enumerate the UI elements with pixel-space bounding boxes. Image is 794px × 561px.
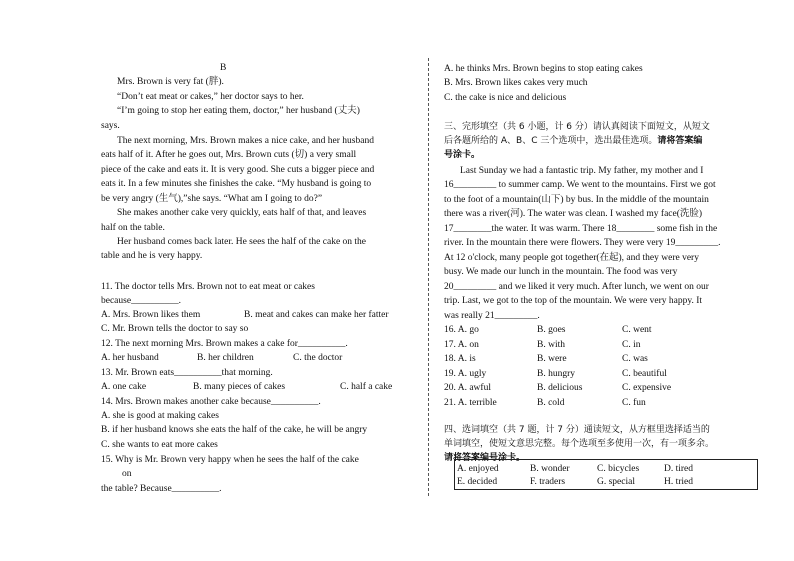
cloze-option-17-b: B. with	[537, 340, 565, 350]
cloze-option-21-b: B. cold	[537, 398, 565, 408]
question-13-stem: 13. Mr. Brown eats__________that morning.	[101, 368, 273, 378]
cloze-option-16-c: C. went	[622, 325, 652, 335]
cloze-option-21-c: C. fun	[622, 398, 646, 408]
section-4-heading-bold: 请将答案编号涂卡。	[444, 453, 526, 463]
question-15-stem: 15. Why is Mr. Brown very happy when he sees the half of the cake	[101, 455, 359, 465]
question-14-option-c: C. she wants to eat more cakes	[101, 440, 218, 450]
cloze-option-21-a: 21. A. terrible	[444, 398, 497, 408]
word-bank-item: E. decided	[457, 477, 498, 487]
question-11-stem-cont: because__________.	[101, 296, 181, 306]
cloze-option-19-a: 19. A. ugly	[444, 369, 487, 379]
cloze-passage-line: At 12 o'clock, many people got together(在起), and they were very	[444, 253, 699, 263]
section-3-heading-text: 后各题所给的 A、B、C 三个选项中，选出最佳选项。	[444, 136, 658, 146]
passage-line: eats it. In a few minutes she finishes the cake. “My husband is going to	[101, 179, 372, 189]
cloze-option-16-a: 16. A. go	[444, 325, 479, 335]
passage-line: “Don’t eat meat or cakes,” her doctor says to her.	[117, 92, 304, 102]
cloze-option-20-c: C. expensive	[622, 383, 672, 393]
cloze-passage-line: 17________the water. It was warm. There 18________ some fish in the	[444, 224, 718, 234]
passage-line: table and he is very happy.	[101, 251, 203, 261]
passage-line: Mrs. Brown is very fat (胖).	[117, 77, 224, 87]
question-11-option-b: B. meat and cakes can make her fatter	[244, 310, 389, 320]
cloze-option-17-a: 17. A. on	[444, 340, 479, 350]
cloze-option-19-c: C. beautiful	[622, 369, 667, 379]
word-bank-item: F. traders	[530, 477, 566, 487]
passage-line: She makes another cake very quickly, eats half of that, and leaves	[117, 208, 367, 218]
cloze-passage-line: was really 21_________.	[444, 311, 540, 321]
section-4-heading-cont: 单词填空，使短文意思完整。每个选项至多使用一次，有一项多余。	[444, 439, 715, 449]
question-11-option-a: A. Mrs. Brown likes them	[101, 310, 201, 320]
word-bank-item: G. special	[597, 477, 635, 487]
question-13-option-a: A. one cake	[101, 382, 147, 392]
column-divider	[428, 58, 429, 496]
question-14-option-b: B. if her husband knows she eats the half of the cake, he will be angry	[101, 425, 368, 435]
section-3-heading-bold: 请将答案编	[657, 136, 703, 146]
cloze-passage-line: Last Sunday we had a fantastic trip. My father, my mother and I	[460, 166, 704, 176]
question-13-option-b: B. many pieces of cakes	[193, 382, 286, 392]
question-15-stem-on: on	[122, 469, 132, 479]
cloze-passage-line: river. In the mountain there were flowers. They were very 19_________.	[444, 238, 721, 248]
cloze-passage-line: to the foot of a mountain(山下) by bus. In the middle of the mountain	[444, 195, 709, 205]
question-15-option-c: C. the cake is nice and delicious	[444, 93, 567, 103]
cloze-option-20-b: B. delicious	[537, 383, 583, 393]
question-15-option-b: B. Mrs. Brown likes cakes very much	[444, 78, 588, 88]
cloze-option-18-b: B. were	[537, 354, 567, 364]
passage-line: half on the table.	[101, 223, 165, 233]
question-15-option-a: A. he thinks Mrs. Brown begins to stop eating cakes	[444, 64, 643, 74]
word-bank-item: D. tired	[664, 464, 694, 474]
word-bank-item: C. bicycles	[597, 464, 640, 474]
cloze-option-19-b: B. hungry	[537, 369, 575, 379]
word-bank-item: H. tried	[664, 477, 694, 487]
question-14-stem: 14. Mrs. Brown makes another cake because__________.	[101, 397, 321, 407]
cloze-option-18-a: 18. A. is	[444, 354, 476, 364]
question-13-option-c: C. half a cake	[340, 382, 393, 392]
cloze-option-17-c: C. in	[622, 340, 641, 350]
cloze-option-18-c: C. was	[622, 354, 648, 364]
section-3-heading-bold-cont: 号涂卡。	[444, 150, 481, 160]
question-11-stem: 11. The doctor tells Mrs. Brown not to eat meat or cakes	[101, 282, 315, 292]
passage-line: piece of the cake and eats it. It is very good. She cuts a bigger piece and	[101, 165, 375, 175]
question-12-option-a: A. her husband	[101, 353, 159, 363]
passage-line: “I’m going to stop her eating them, doctor,” her husband (丈夫)	[117, 106, 360, 116]
passage-line: Her husband comes back later. He sees the half of the cake on the	[117, 237, 367, 247]
word-bank-item: B. wonder	[530, 464, 570, 474]
question-11-option-c: C. Mr. Brown tells the doctor to say so	[101, 324, 249, 334]
cloze-passage-line: busy. We made our lunch in the mountain. The food was very	[444, 267, 678, 277]
cloze-option-16-b: B. goes	[537, 325, 566, 335]
passage-line: eats half of it. After he goes out, Mrs. Brown cuts (切) a very small	[101, 150, 357, 160]
word-bank-item: A. enjoyed	[457, 464, 499, 474]
passage-line: be very angry (生气),”she says. “What am I going to do?”	[101, 194, 323, 204]
section-3-heading: 三、完形填空（共 6 小题，计 6 分）请认真阅读下面短文，从短文	[444, 122, 710, 132]
question-12-stem: 12. The next morning Mrs. Brown makes a cake for__________.	[101, 339, 348, 349]
cloze-passage-line: trip. Last, we got to the top of the mountain. We were very happy. It	[444, 296, 703, 306]
cloze-passage-line: 16_________ to summer camp. We went to the mountains. First we got	[444, 180, 716, 190]
section-letter: B	[220, 63, 227, 73]
passage-line: The next morning, Mrs. Brown makes a nice cake, and her husband	[117, 136, 374, 146]
question-12-option-c: C. the doctor	[293, 353, 343, 363]
section-3-heading-cont	[444, 135, 702, 147]
question-15-stem-cont: the table? Because__________.	[101, 484, 222, 494]
passage-line: says.	[101, 121, 120, 131]
cloze-option-20-a: 20. A. awful	[444, 383, 491, 393]
cloze-passage-line: 20_________ and we liked it very much. After lunch, we went on our	[444, 282, 709, 292]
question-14-option-a: A. she is good at making cakes	[101, 411, 219, 421]
question-12-option-b: B. her children	[197, 353, 254, 363]
section-4-heading: 四、选词填空（共 7 题，计 7 分）通读短文，从方框里选择适当的	[444, 425, 710, 435]
cloze-passage-line: there was a river(河). The water was clean. I washed my face(洗脸)	[444, 209, 703, 219]
